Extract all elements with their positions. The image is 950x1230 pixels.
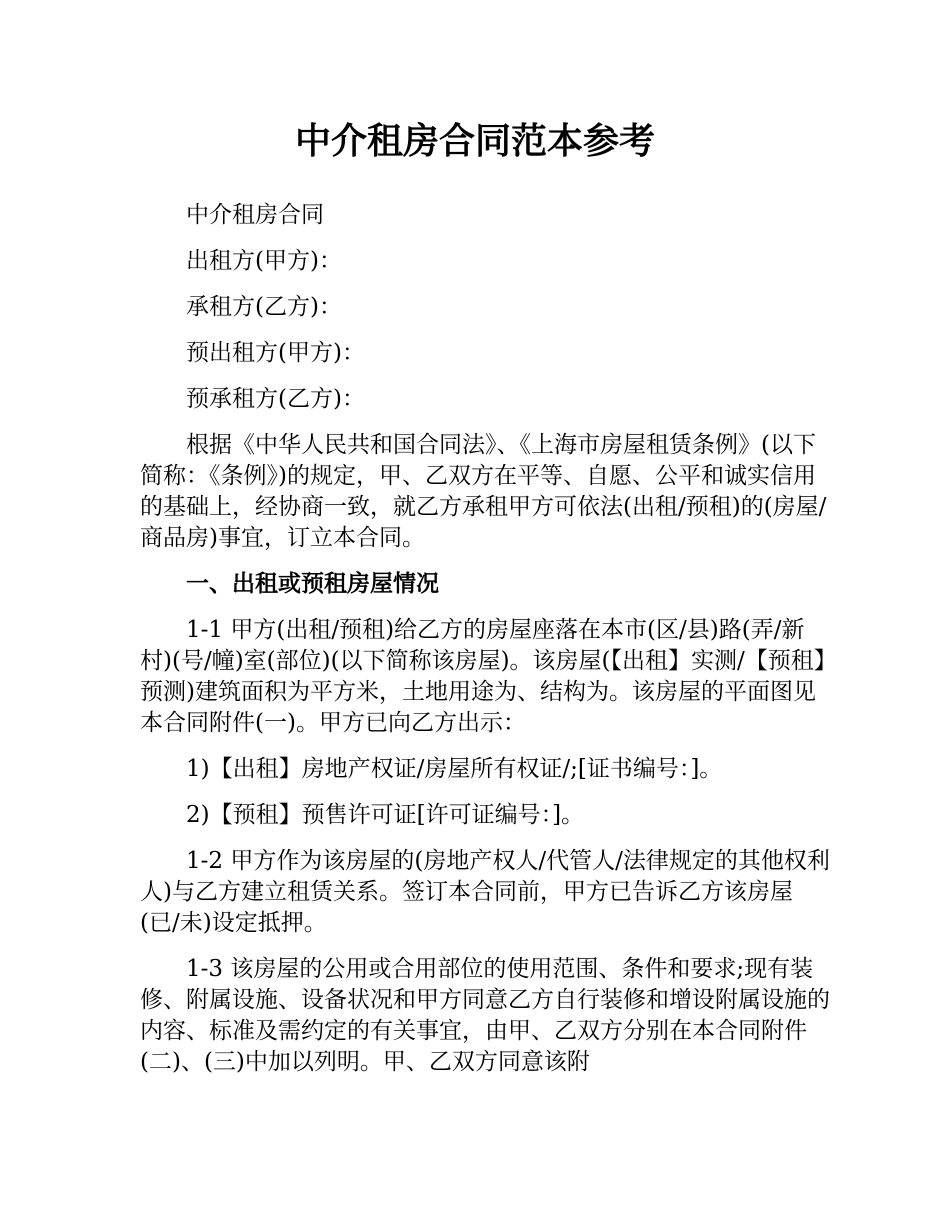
preamble-paragraph: 根据《中华人民共和国合同法》、《上海市房屋租赁条例》(以下简称：《条例》)的规定，甲、乙双方在平等、自愿、公平和诚实信用的基础上，经协商一致，就乙方承租甲方可依法(出租/预租)的(房屋/商品房)事宜，订立本合同。	[140, 432, 827, 551]
section-heading-1: 一、出租或预租房屋情况	[186, 571, 439, 597]
pre-lessee-line: 预承租方(乙方)：	[186, 386, 365, 412]
pre-lessor-line: 预出租方(甲方)：	[186, 340, 365, 366]
lessor-line: 出租方(甲方)：	[186, 248, 342, 274]
clause-1-1: 1-1 甲方(出租/预租)给乙方的房屋座落在本市(区/县)路(弄/新村)(号/幢)室(部位)(以下简称该房屋)。该房屋(【出租】实测/【预租】预测)建筑面积为平方米，土地用途为、结构为。该房屋的平面图见本合同附件(一)。甲方已向乙方出示：	[140, 617, 826, 736]
document-body	[140, 200, 830, 1078]
clause-1-3: 1-3 该房屋的公用或合用部位的使用范围、条件和要求;现有装修、附属设施、设备状况和甲方同意乙方自行装修和增设附属设施的内容、标准及需约定的有关事宜，由甲、乙双方分别在本合同附件(二)、(三)中加以列明。甲、乙双方同意该附	[140, 956, 830, 1075]
clause-item-2: 2)【预租】预售许可证[许可证编号：]。	[186, 802, 585, 828]
lessee-line: 承租方(乙方)：	[186, 294, 342, 320]
contract-name: 中介租房合同	[186, 202, 324, 228]
clause-item-1: 1)【出租】房地产权证/房屋所有权证/;[证书编号：]。	[186, 756, 723, 782]
document-title: 中介租房合同范本参考	[294, 121, 655, 162]
clause-1-2: 1-2 甲方作为该房屋的(房地产权人/代管人/法律规定的其他权利人)与乙方建立租赁关系。签订本合同前，甲方已告诉乙方该房屋(已/未)设定抵押。	[140, 848, 830, 936]
